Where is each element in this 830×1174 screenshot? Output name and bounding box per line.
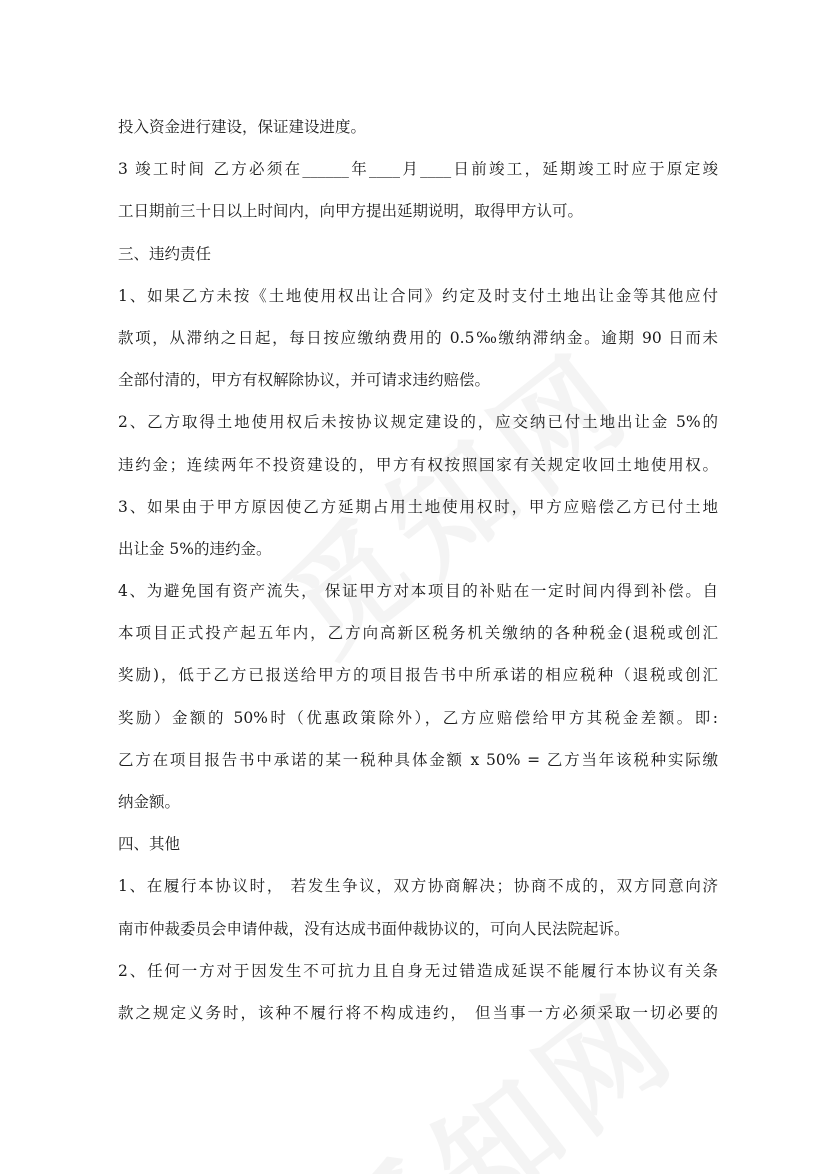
paragraph-line-19: 1、在履行本协议时， 若发生争议，双方协商解决；协商不成的，双方同意向济 xyxy=(118,877,718,896)
section-heading-other: 四、其他 xyxy=(118,835,181,854)
paragraph-line-22: 款之规定义务时，该种不履行将不构成违约， 但当事一方必须采取一切必要的 xyxy=(118,1003,718,1022)
paragraph-line-9: 违约金；连续两年不投资建设的，甲方有权按照国家有关规定收回土地使用权。 xyxy=(118,455,718,474)
paragraph-line-7: 全部付清的，甲方有权解除协议，并可请求违约赔偿。 xyxy=(118,371,491,390)
paragraph-line-2: 3 竣工时间 乙方必须在______年____月____日前竣工，延期竣工时应于原定竣 xyxy=(118,160,718,179)
paragraph-line-14: 奖励)，低于乙方已报送给甲方的项目报告书中所承诺的相应税种（退税或创汇 xyxy=(118,666,718,685)
paragraph-line-13: 本项目正式投产起五年内，乙方向高新区税务机关缴纳的各种税金(退税或创汇 xyxy=(118,624,718,643)
paragraph-line-17: 纳金额。 xyxy=(118,793,181,811)
paragraph-line-21: 2、任何一方对于因发生不可抗力且自身无过错造成延误不能履行本协议有关条 xyxy=(118,961,718,980)
document-body xyxy=(118,106,718,1034)
section-heading-breach: 三、违约责任 xyxy=(118,244,212,263)
paragraph-line-8: 2、乙方取得土地使用权后未按协议规定建设的，应交纳已付土地出让金 5%的 xyxy=(118,413,718,432)
paragraph-line-5: 1、如果乙方未按《土地使用权出让合同》约定及时支付土地出让金等其他应付 xyxy=(118,286,718,305)
paragraph-line-20: 南市仲裁委员会申请仲裁，没有达成书面仲裁协议的，可向人民法院起诉。 xyxy=(118,919,630,938)
paragraph-line-16: 乙方在项目报告书中承诺的某一税种具体金额 x 50% = 乙方当年该税种实际缴 xyxy=(118,750,718,769)
paragraph-line-11: 出让金 5%的违约金。 xyxy=(118,539,272,558)
paragraph-line-6: 款项，从滞纳之日起，每日按应缴纳费用的 0.5‰缴纳滞纳金。逾期 90 日而未 xyxy=(118,328,718,347)
paragraph-line-15: 奖励）金额的 50%时（优惠政策除外），乙方应赔偿给甲方其税金差额。即: xyxy=(118,708,718,727)
paragraph-line-10: 3、如果由于甲方原因使乙方延期占用土地使用权时，甲方应赔偿乙方已付土地 xyxy=(118,497,718,516)
paragraph-line-12: 4、为避免国有资产流失， 保证甲方对本项目的补贴在一定时间内得到补偿。自 xyxy=(118,582,718,601)
paragraph-line-1: 投入资金进行建设，保证建设进度。 xyxy=(118,118,367,136)
paragraph-line-3: 工日期前三十日以上时间内，向甲方提出延期说明，取得甲方认可。 xyxy=(118,202,584,221)
